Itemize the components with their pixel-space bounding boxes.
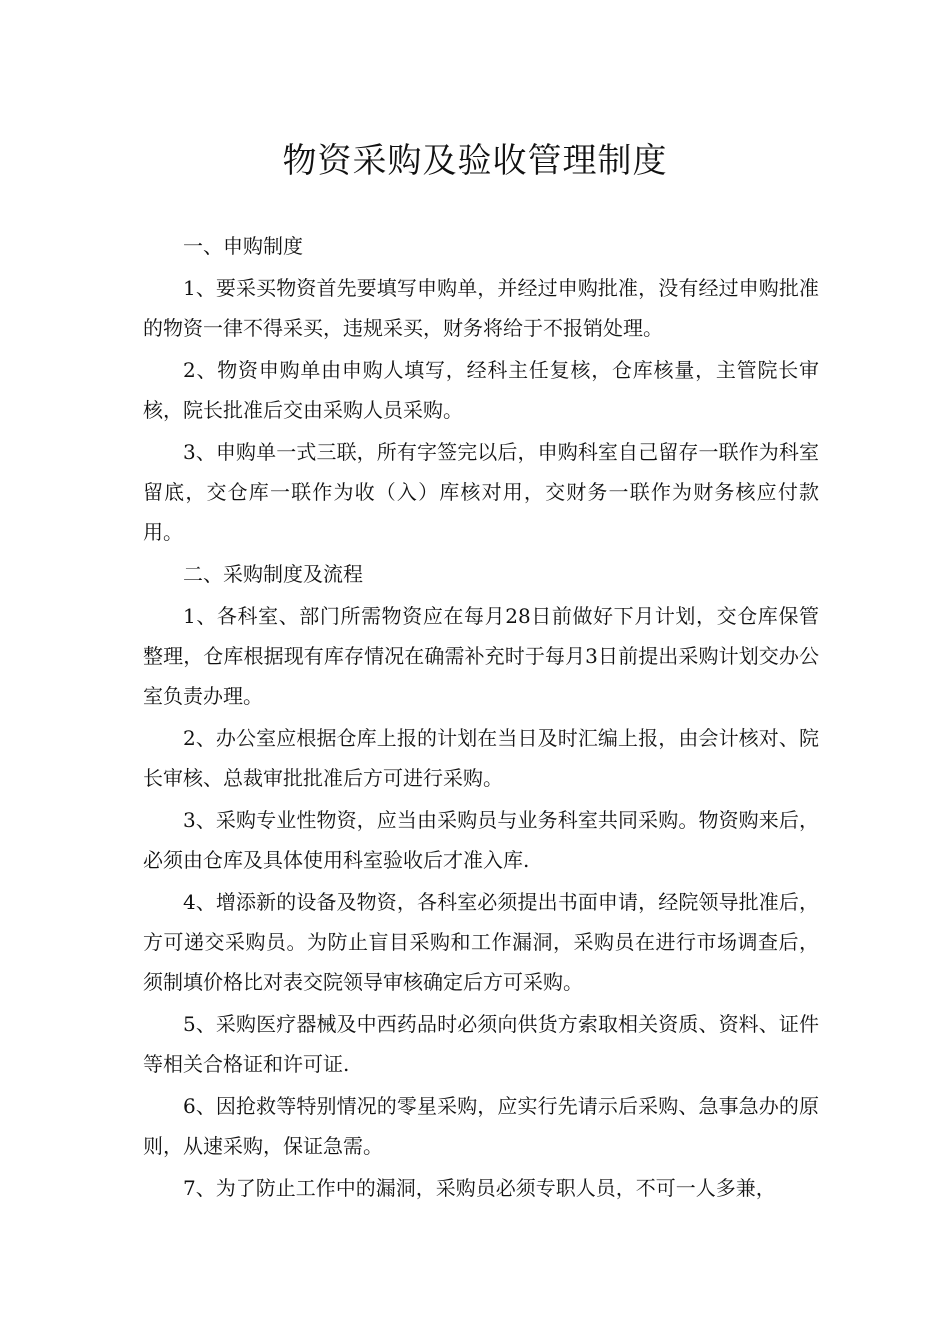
paragraph: 1、要采买物资首先要填写申购单，并经过申购批准，没有经过申购批准的物资一律不得采买，违规采买，财务将给于不报销处理。: [143, 276, 819, 340]
paragraph: 3、申购单一式三联，所有字签完以后，申购科室自己留存一联作为科室留底，交仓库一联作为收（入）库核对用，交财务一联作为财务核应付款用。: [143, 440, 819, 544]
paragraph: 3、采购专业性物资，应当由采购员与业务科室共同采购。物资购来后，必须由仓库及具体使用科室验收后才准入库.: [143, 808, 819, 872]
section-heading-purchase-request: 一、申购制度: [183, 234, 303, 258]
document-body: [143, 226, 819, 1210]
paragraph: 5、采购医疗器械及中西药品时必须向供货方索取相关资质、资料、证件等相关合格证和许可证.: [143, 1012, 819, 1076]
paragraph: 4、增添新的设备及物资，各科室必须提出书面申请，经院领导批准后，方可递交采购员。为防止盲目采购和工作漏洞，采购员在进行市场调查后，须制填价格比对表交院领导审核确定后方可采购。: [143, 890, 819, 994]
paragraph: 2、物资申购单由申购人填写，经科主任复核，仓库核量，主管院长审核，院长批准后交由采购人员采购。: [143, 358, 819, 422]
paragraph: 2、办公室应根据仓库上报的计划在当日及时汇编上报，由会计核对、院长审核、总裁审批批准后方可进行采购。: [143, 726, 819, 790]
paragraph: 1、各科室、部门所需物资应在每月28日前做好下月计划，交仓库保管整理，仓库根据现有库存情况在确需补充时于每月3日前提出采购计划交办公室负责办理。: [143, 604, 819, 708]
section-heading-procurement-process: 二、采购制度及流程: [183, 562, 363, 586]
paragraph: 6、因抢救等特别情况的零星采购，应实行先请示后采购、急事急办的原则，从速采购，保证急需。: [143, 1094, 819, 1158]
document-title: 物资采购及验收管理制度: [282, 141, 668, 181]
paragraph: 7、为了防止工作中的漏洞，采购员必须专职人员，不可一人多兼，: [183, 1176, 776, 1200]
